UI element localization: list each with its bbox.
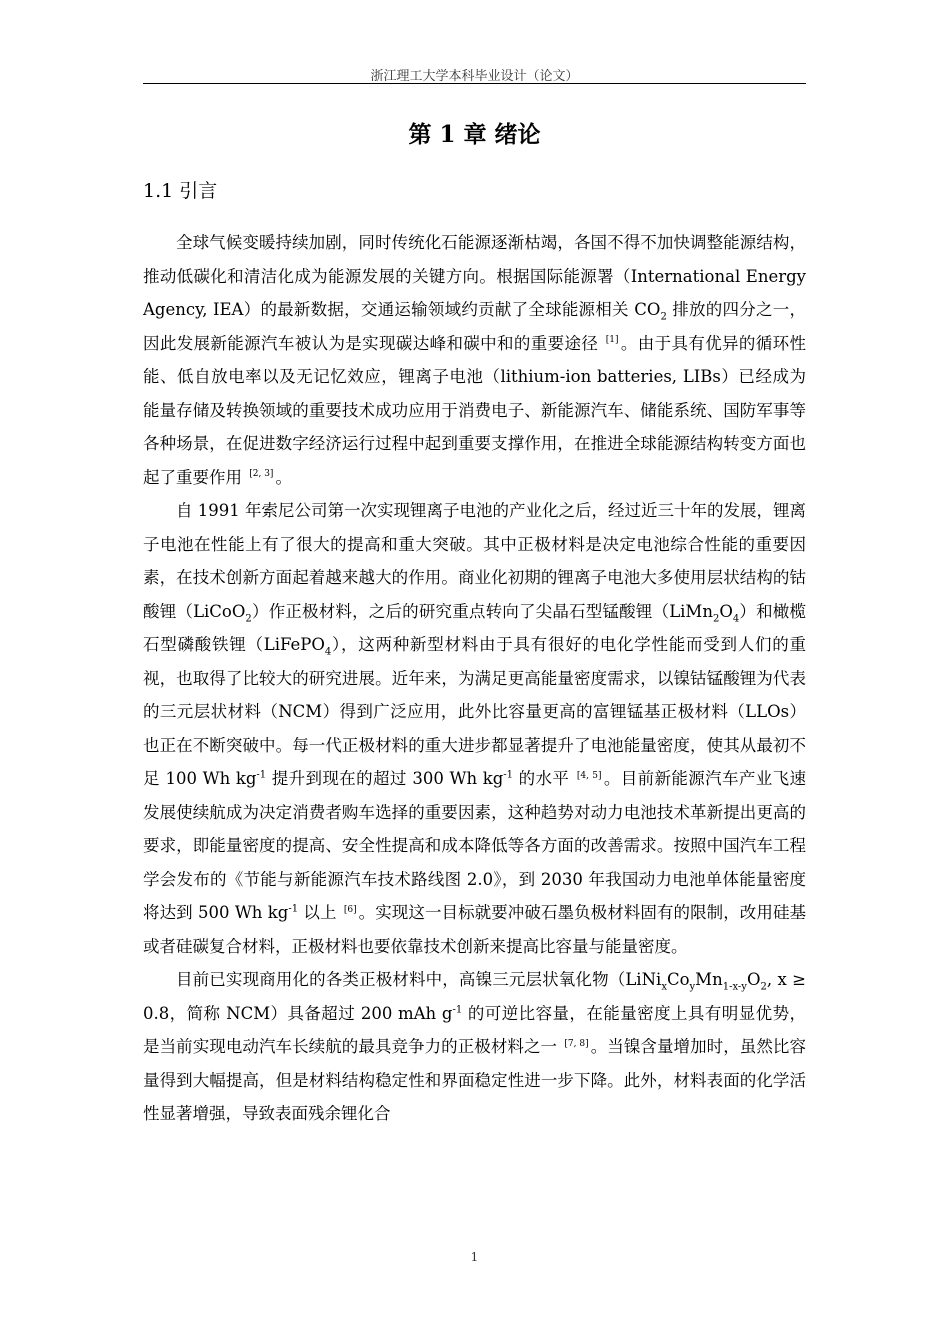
paragraph-1: 全球气候变暖持续加剧，同时传统化石能源逐渐枯竭，各国不得不加快调整能源结构，推动低碳化和清洁化成为能源发展的关键方向。根据国际能源署（International Energy Agency, IEA）的最新数据，交通运输领域约贡献了全球能源相关 $CO_2$ 排放的四分之一，因此发展新能源汽车被认为是实现碳达峰和碳中和的重要途径 [1] 。由于具有优异的循环性能、低自放电率以及无记忆效应，锂离子电池（lithium-ion batteries, LIBs）已经成为能量存储及转换领域的重要技术成功应用于消费电子、新能源汽车、储能系统、国防军事等各种场景，在促进数字经济运行过程中起到重要支撑作用，在推进全球能源结构转变方面也起了重要作用 [2, 3] 。 [143,233,807,487]
header-rule [143,83,806,84]
citation: [2, 3] [249,469,274,479]
page-number: 1 [470,1250,479,1264]
section-title: 1.1 引言 [143,180,218,202]
citation: [6] [343,904,357,915]
citation: [1] [605,335,619,345]
body-text [143,226,806,1131]
chapter-title: 第 1 章 绪论 [408,121,541,148]
paragraph-2: 自 1991 年索尼公司第一次实现锂离子电池的产业化之后，经过近三十年的发展，锂离子电池在性能上有了很大的提高和重大突破。其中正极材料是决定电池综合性能的重要因素，在技术创新方面起着越来越大的作用。商业化初期的锂离子电池大多使用层状结构的钴酸锂（LiCoO$_2$）作正极材料，之后的研究重点转向了尖晶石型锰酸锂$(LiMn_2O_4)$和橄榄石型磷酸铁锂（LiFePO$_4$），这两种新型材料由于具有很好的电化学性能而受到人们的重视，也取得了比较大的研究进展。近年来，为满足更高能量密度需求，以镍钴锰酸锂为代表的三元层状材料（NCM）得到广泛应用，此外比容量更高的富锂锰基正极材料（LLOs）也正在不断突破中。每一代正极材料的重大进步都显著提升了电池能量密度，使其从最初不足 100 Wh $kg^{-1}$ 提升到现在的超过 300 Wh $kg^{-1}$ 的水平 [4, 5] 。目前新能源汽车产业飞速发展使续航成为决定消费者购车选择的重要因素，这种趋势对动力电池技术革新提出更高的要求，即能量密度的提高、安全性提高和成本降低等各方面的改善需求。按照中国汽车工程学会发布的《节能与新能源汽车技术路线图 2.0》，到 2030 年我国动力电池单体能量密度将达到 500 Wh $kg^{-1}$ 以上 [6] 。实现这一目标就要冲破石墨负极材料固有的限制，改用硅基或者硅碳复合材料，正极材料也要依靠技术创新来提高比容量与能量密度。 [143,501,807,956]
running-header: 浙江理工大学本科毕业设计（论文） [370,69,579,84]
citation: [4, 5] [576,770,602,781]
citation: [7, 8] [564,1038,589,1049]
paragraph-3: 目前已实现商用化的各类正极材料中，高镍三元层状氧化物（$LiNi_xCo_yMn_{1-x-y}O_2$, x ≥ 0.8，简称 NCM）具备超过 200 mAh $g^{-1}$ 的可逆比容量，在能量密度上具有明显优势，是当前实现电动汽车长续航的最具竞争力的正极材料之一 [7, 8] 。当镍含量增加时，虽然比容量得到大幅提高，但是材料结构稳定性和界面稳定性进一步下降。此外，材料表面的化学活性显著增强，导致表面残余锂化合 [143,970,807,1123]
